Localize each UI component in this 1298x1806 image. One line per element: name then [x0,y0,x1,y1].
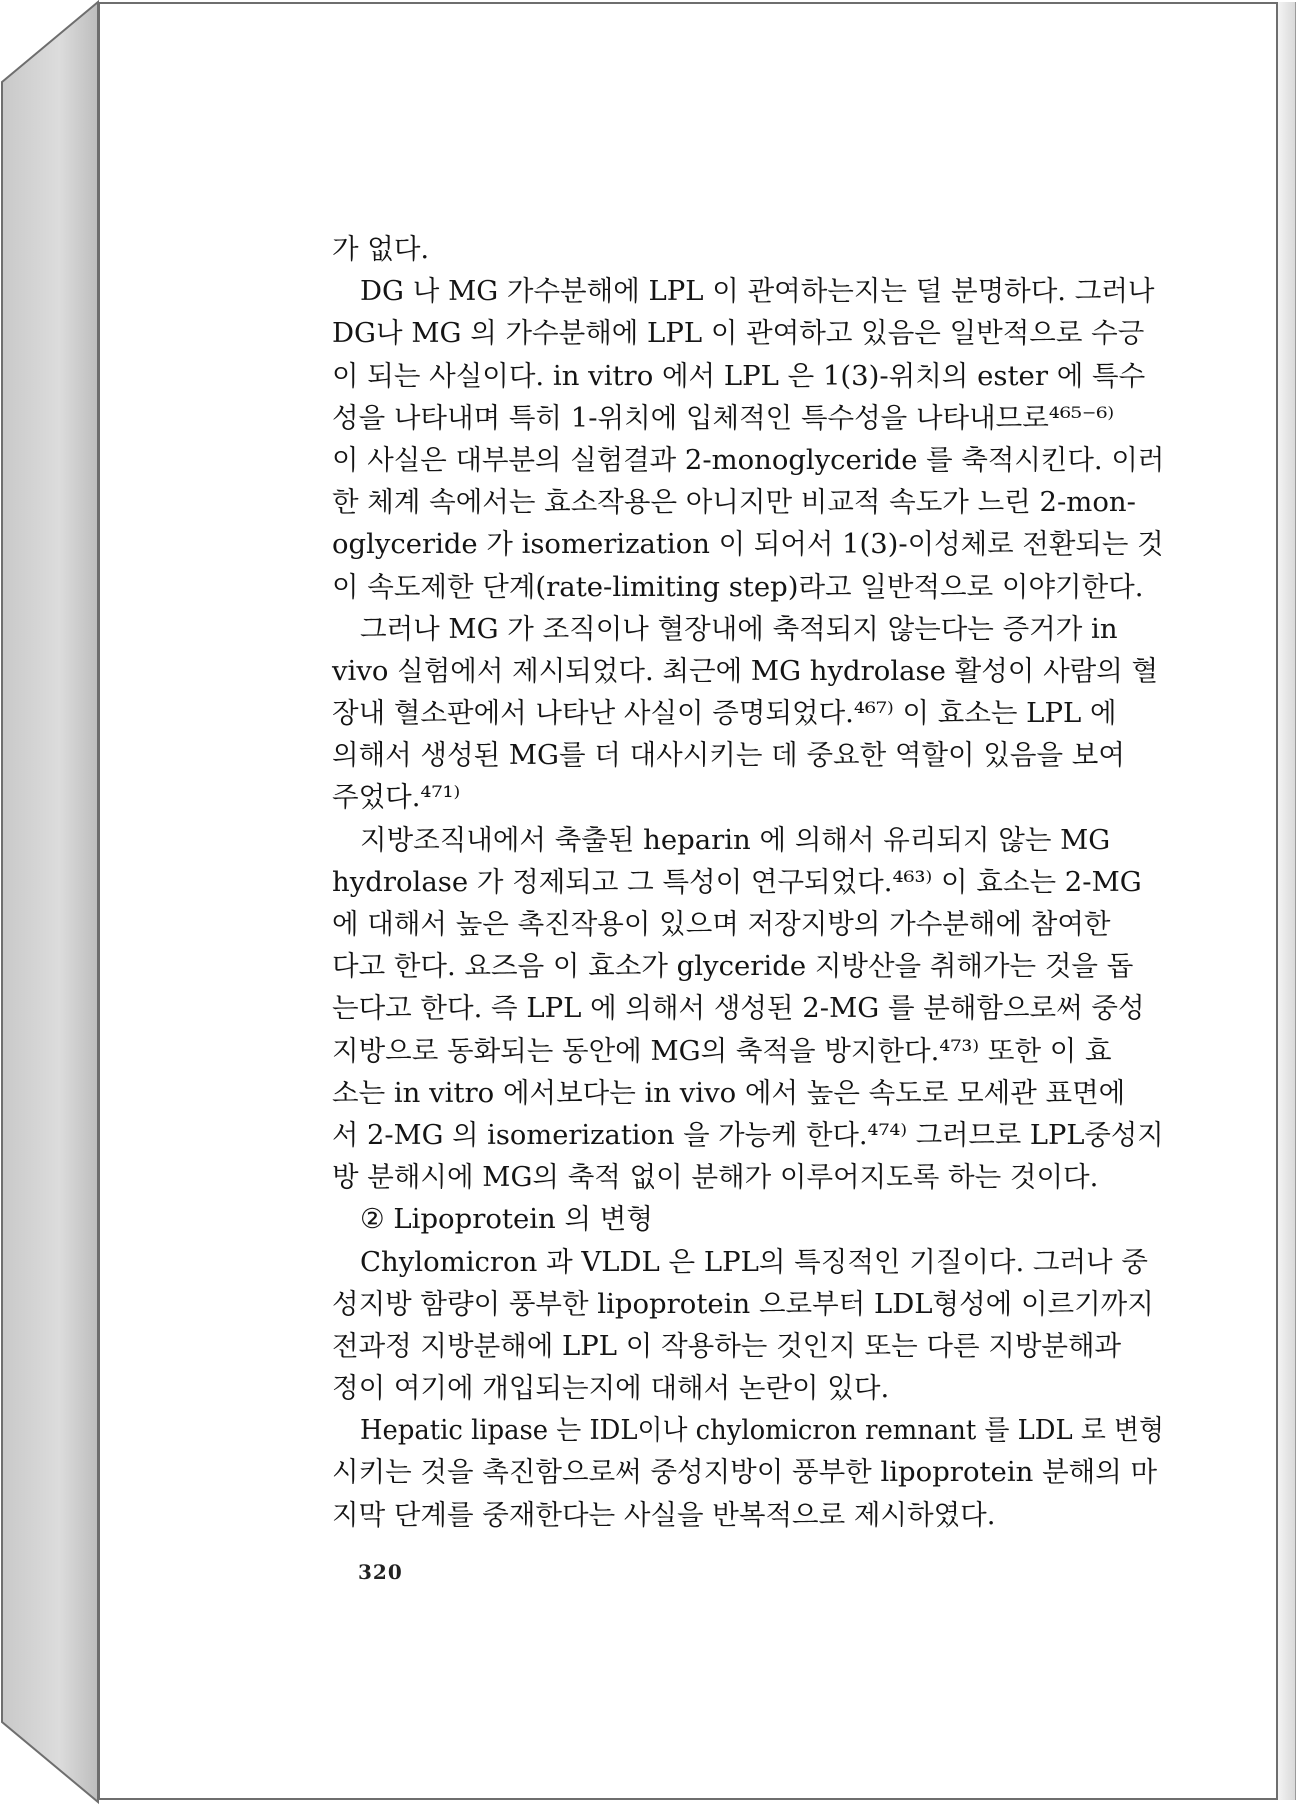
text-line: oglyceride 가 isomerization 이 되어서 1(3)-이성체로 전환되는 것 [332,528,1164,561]
section-heading: ② Lipoprotein 의 변형 [360,1203,653,1236]
text-line: 서 2-MG 의 isomerization 을 가능케 한다.⁴⁷⁴⁾ 그러므로 LPL중성지 [332,1118,1164,1151]
text-line: 시키는 것을 촉진함으로써 중성지방이 풍부한 lipoprotein 분해의 마 [332,1456,1158,1489]
text-line: 의해서 생성된 MG를 더 대사시키는 데 중요한 역할이 있음을 보여 [332,739,1125,772]
text-line: vivo 실험에서 제시되었다. 최근에 MG hydrolase 활성이 사람의 혈 [332,654,1159,687]
text-line: 지방으로 동화되는 동안에 MG의 축적을 방지한다.⁴⁷³⁾ 또한 이 효 [332,1034,1112,1067]
text-line: 정이 여기에 개입되는지에 대해서 논란이 있다. [332,1372,890,1405]
text-line: 이 되는 사실이다. in vitro 에서 LPL 은 1(3)-위치의 ester 에 특수 [332,359,1146,392]
text-line: 성지방 함량이 풍부한 lipoprotein 으로부터 LDL형성에 이르기까지 [332,1287,1154,1320]
text-line: 주었다.⁴⁷¹⁾ [332,781,461,814]
text-line: 소는 in vitro 에서보다는 in vivo 에서 높은 속도로 모세관 표면에 [332,1076,1126,1109]
text-line: 장내 혈소판에서 나타난 사실이 증명되었다.⁴⁶⁷⁾ 이 효소는 LPL 에 [332,697,1117,730]
text-line: Hepatic lipase 는 IDL이나 chylomicron remnant 를 LDL 로 변형 [360,1414,1164,1447]
page-number: 320 [358,1560,403,1584]
text-line: DG나 MG 의 가수분해에 LPL 이 관여하고 있음은 일반적으로 수긍 [332,317,1145,350]
text-line: 성을 나타내며 특히 1-위치에 입체적인 특수성을 나타내므로⁴⁶⁵⁻⁶⁾ [332,401,1115,434]
text-line: 에 대해서 높은 촉진작용이 있으며 저장지방의 가수분해에 참여한 [332,908,1111,940]
text-line: 는다고 한다. 즉 LPL 에 의해서 생성된 2-MG 를 분해함으로써 중성 [332,992,1145,1025]
text-line: 그러나 MG 가 조직이나 혈장내에 축적되지 않는다는 증거가 in [360,612,1118,645]
text-line: 가 없다. [332,233,430,265]
body-text [332,228,1164,1536]
text-line: 이 사실은 대부분의 실험결과 2-monoglyceride 를 축적시킨다. 이러 [332,443,1165,476]
text-line: 이 속도제한 단계(rate-limiting step)라고 일반적으로 이야기한다. [332,570,1144,603]
text-line: hydrolase 가 정제되고 그 특성이 연구되었다.⁴⁶³⁾ 이 효소는 2-MG [332,865,1142,898]
text-line: 다고 한다. 요즈음 이 효소가 glyceride 지방산을 취해가는 것을 돕 [332,950,1134,983]
text-line: 지방조직내에서 축출된 heparin 에 의해서 유리되지 않는 MG [360,823,1111,856]
text-line: 전과정 지방분해에 LPL 이 작용하는 것인지 또는 다른 지방분해과 [332,1329,1122,1362]
page-edge [1278,2,1296,1800]
text-line: 방 분해시에 MG의 축적 없이 분해가 이루어지도록 하는 것이다. [332,1161,1099,1194]
text-line: 지막 단계를 중재한다는 사실을 반복적으로 제시하였다. [332,1498,996,1531]
text-line: 한 체계 속에서는 효소작용은 아니지만 비교적 속도가 느린 2-mon- [332,486,1136,519]
text-line: DG 나 MG 가수분해에 LPL 이 관여하는지는 덜 분명하다. 그러나 [360,275,1155,308]
text-line: Chylomicron 과 VLDL 은 LPL의 특징적인 기질이다. 그러나 중 [360,1245,1148,1278]
